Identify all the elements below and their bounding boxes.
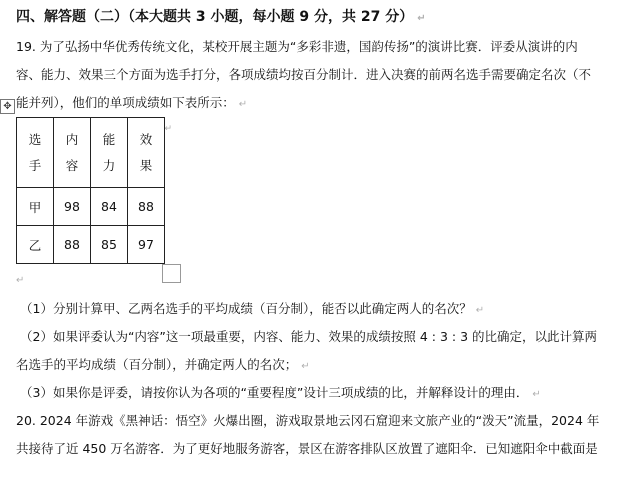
table-header-row	[17, 118, 165, 188]
paragraph-mark: ↵	[238, 99, 248, 110]
header-cell-content: 内容	[54, 118, 91, 188]
header-cell-contestant: 选手	[17, 118, 54, 188]
table-cell: 乙	[17, 226, 54, 264]
paragraph-mark: ↵	[16, 275, 25, 286]
table-cell: 98	[54, 188, 91, 226]
paragraph-mark: ↵	[301, 361, 310, 372]
q19-sub-question-2-line-2: 名选手的平均成绩（百分制），并确定两人的名次； ↵	[16, 357, 310, 372]
q19-sub-question-2-line-1: （2）如果评委认为“内容”这一项最重要，内容、能力、效果的成绩按照 4 : 3 : 3 的比确定，以此计算两	[20, 329, 598, 344]
table-cell: 88	[54, 226, 91, 264]
table-row	[17, 226, 165, 264]
table-cell: 97	[128, 226, 165, 264]
table-cell: 甲	[17, 188, 54, 226]
q20-line-1: 20. 2024 年游戏《黑神话：悟空》火爆出圈，游戏取景地云冈石窟迎来文旅产业的“泼天”流量，2024 年	[16, 413, 600, 428]
q19-line-3: 能并列），他们的单项成绩如下表所示： ↵	[16, 95, 248, 110]
q19-line-1: 19. 为了弘扬中华优秀传统文化，某校开展主题为“多彩非遗，国韵传扬”的演讲比赛．评委从演讲的内	[16, 39, 578, 54]
table-cell: 84	[91, 188, 128, 226]
header-cell-ability: 能力	[91, 118, 128, 188]
q19-sub-question-3: （3）如果你是评委，请按你认为各项的“重要程度”设计三项成绩的比，并解释设计的理由． ↵	[20, 385, 541, 400]
table-cell: 85	[91, 226, 128, 264]
paragraph-mark: ↵	[532, 389, 541, 400]
paragraph-mark: ↵	[475, 305, 485, 316]
score-table	[16, 117, 172, 264]
paragraph-mark: ↵	[164, 124, 172, 134]
paragraph-mark: ↵	[417, 13, 426, 24]
q19-sub-question-1: （1）分别计算甲、乙两名选手的平均成绩（百分制），能否以此确定两人的名次？ ↵	[20, 301, 485, 316]
table-move-handle-icon[interactable]: ✥	[0, 99, 15, 114]
q19-line-2: 容、能力、效果三个方面为选手打分，各项成绩均按百分制计．进入决赛的前两名选手需要确定名次（不	[16, 67, 592, 82]
section-title: 四、解答题（二）（本大题共 3 小题，每小题 9 分，共 27 分） ↵	[16, 9, 426, 25]
header-cell-effect: 效果 ↵	[128, 118, 165, 188]
q20-line-2: 共接待了近 450 万名游客．为了更好地服务游客，景区在游客排队区放置了遮阳伞．已知遮阳伞中截面是	[16, 441, 598, 456]
table-cell: 88	[128, 188, 165, 226]
table-row	[17, 188, 165, 226]
table-resize-handle[interactable]	[162, 264, 181, 283]
